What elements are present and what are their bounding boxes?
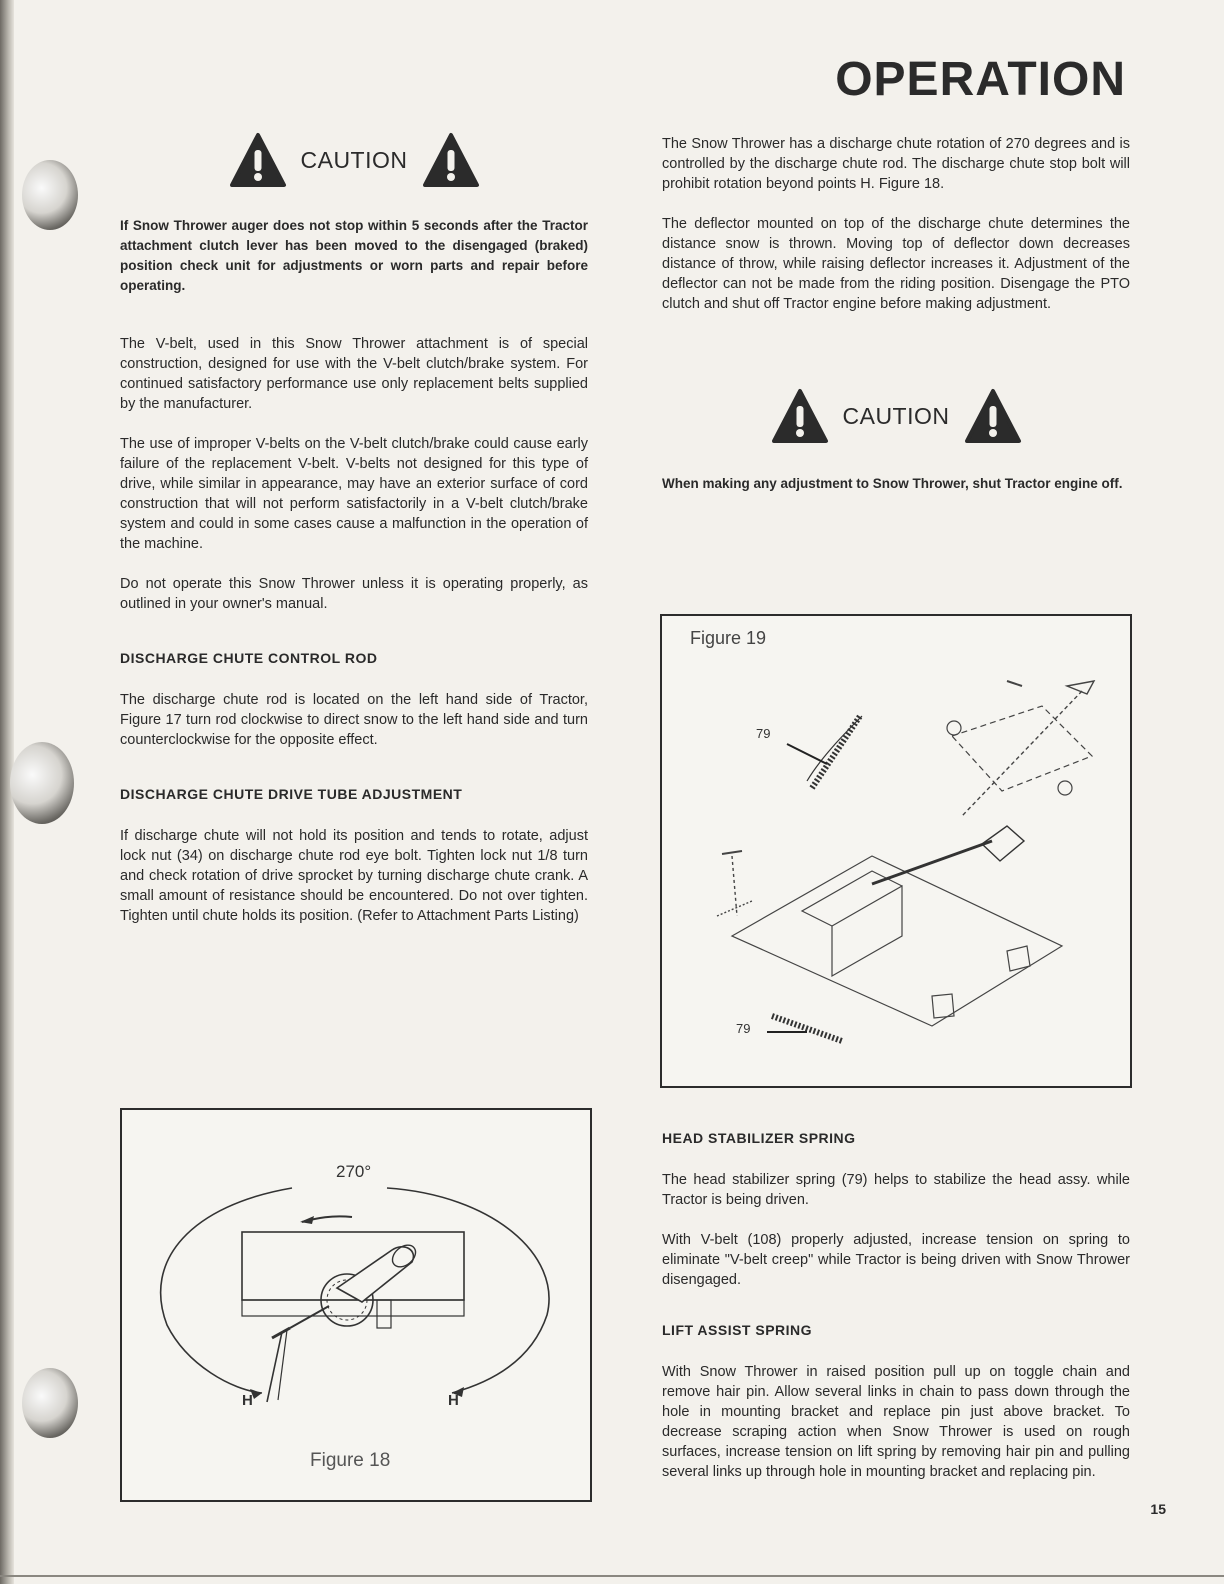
caution-banner-right: [662, 386, 1130, 446]
right-column-lower: [662, 1128, 1130, 1502]
figure-18-angle-label: 270°: [336, 1162, 372, 1181]
caution-text-left: If Snow Thrower auger does not stop within 5 seconds after the Tractor attachment clutch lever has been moved to the disengaged (braked) position check unit for adjustments or worn parts and repair before operating.: [120, 218, 588, 293]
paragraph-vbelt-creep: With V-belt (108) properly adjusted, increase tension on spring to eliminate "V-belt creep" while Tractor is being driven with Snow Thrower disengaged.: [662, 1232, 1130, 1288]
figure-19-drawing: [662, 616, 1130, 1086]
figure-18: [120, 1108, 592, 1502]
paragraph-chute-rotation: The Snow Thrower has a discharge chute rotation of 270 degrees and is controlled by the discharge chute rod. The discharge chute stop bolt will prohibit rotation beyond points H. Figure 18.: [662, 136, 1130, 192]
paragraph-deflector: The deflector mounted on top of the discharge chute determines the distance snow is thrown. Moving top of deflector down decreases distance of throw, while raising deflector increases it. Adjustment of the deflector can not be made from the riding position. Disengage the PTO clutch and shut off Tractor engine before making adjustment.: [662, 216, 1130, 312]
heading-discharge-chute-control-rod: DISCHARGE CHUTE CONTROL ROD: [120, 650, 378, 666]
paragraph-lift-assist: With Snow Thrower in raised position pull up on toggle chain and remove hair pin. Allow several links in chain to pass down through the hole in mounting bracket and replace pin just above bracket. To decrease scraping action when Snow Thrower is used on rough surfaces, increase tension on lift spring by removing hair pin and pulling several links up through hole in mounting bracket and replacing pin.: [662, 1364, 1130, 1480]
warning-triangle-icon: [422, 132, 480, 188]
caution-label: CAUTION: [300, 147, 408, 173]
figure-18-point-h-left: H: [242, 1392, 253, 1409]
warning-triangle-icon: [229, 132, 287, 188]
heading-head-stabilizer-spring: HEAD STABILIZER SPRING: [662, 1130, 856, 1146]
right-column: [662, 134, 1130, 514]
caution-label: CAUTION: [842, 403, 950, 429]
page-number: 15: [1150, 1501, 1166, 1517]
warning-triangle-icon: [964, 388, 1022, 444]
paragraph-drive-tube-adjustment: If discharge chute will not hold its position and tends to rotate, adjust lock nut (34) on discharge chute rod eye bolt. Tighten lock nut 1/8 turn and check rotation of drive sprocket by turning discharge chute crank. A small amount of resistance should be encountered. Do not over tighten. Tighten until chute holds its position. (Refer to Attachment Parts Listing): [120, 828, 588, 924]
paragraph-head-stabilizer: The head stabilizer spring (79) helps to stabilize the head assy. while Tractor is being driven.: [662, 1172, 1130, 1208]
heading-drive-tube-adjustment: DISCHARGE CHUTE DRIVE TUBE ADJUSTMENT: [120, 786, 463, 802]
paragraph-do-not-operate: Do not operate this Snow Thrower unless it is operating properly, as outlined in your owner's manual.: [120, 576, 588, 612]
caution-banner-left: [120, 130, 588, 190]
paragraph-vbelt-construction: The V-belt, used in this Snow Thrower attachment is of special construction, designed for use with the V-belt clutch/brake system. For continued satisfactory performance use only replacement belts supplied by the manufacturer.: [120, 336, 588, 412]
heading-lift-assist-spring: LIFT ASSIST SPRING: [662, 1322, 813, 1338]
warning-triangle-icon: [771, 388, 829, 444]
punch-hole-bottom: [22, 1368, 78, 1438]
punch-hole-top: [22, 160, 78, 230]
figure-19-label: Figure 19: [690, 628, 767, 648]
figure-18-point-h-right: H: [448, 1392, 459, 1409]
paragraph-improper-vbelts: The use of improper V-belts on the V-belt clutch/brake could cause early failure of the replacement V-belt. V-belts not designed for this type of drive, while similar in appearance, may have an exterior surface of cord construction that will not perform satisfactorily in a V-belt clutch/brake system and could in some cases cause a malfunction in the operation of the machine.: [120, 436, 588, 552]
page-bottom-edge: [0, 1575, 1224, 1577]
figure-19-callout-79-top: 79: [756, 726, 771, 741]
caution-text-right: When making any adjustment to Snow Thrower, shut Tractor engine off.: [662, 476, 1123, 491]
page-title: OPERATION: [835, 53, 1126, 106]
figure-18-label: Figure 18: [310, 1450, 391, 1471]
left-column: [120, 130, 588, 946]
paragraph-control-rod: The discharge chute rod is located on the left hand side of Tractor, Figure 17 turn rod clockwise to direct snow to the left hand side and turn counterclockwise for the opposite effect.: [120, 692, 588, 748]
figure-19: [660, 614, 1132, 1088]
figure-19-callout-79-bottom: 79: [736, 1021, 751, 1036]
punch-hole-middle: [10, 742, 74, 824]
